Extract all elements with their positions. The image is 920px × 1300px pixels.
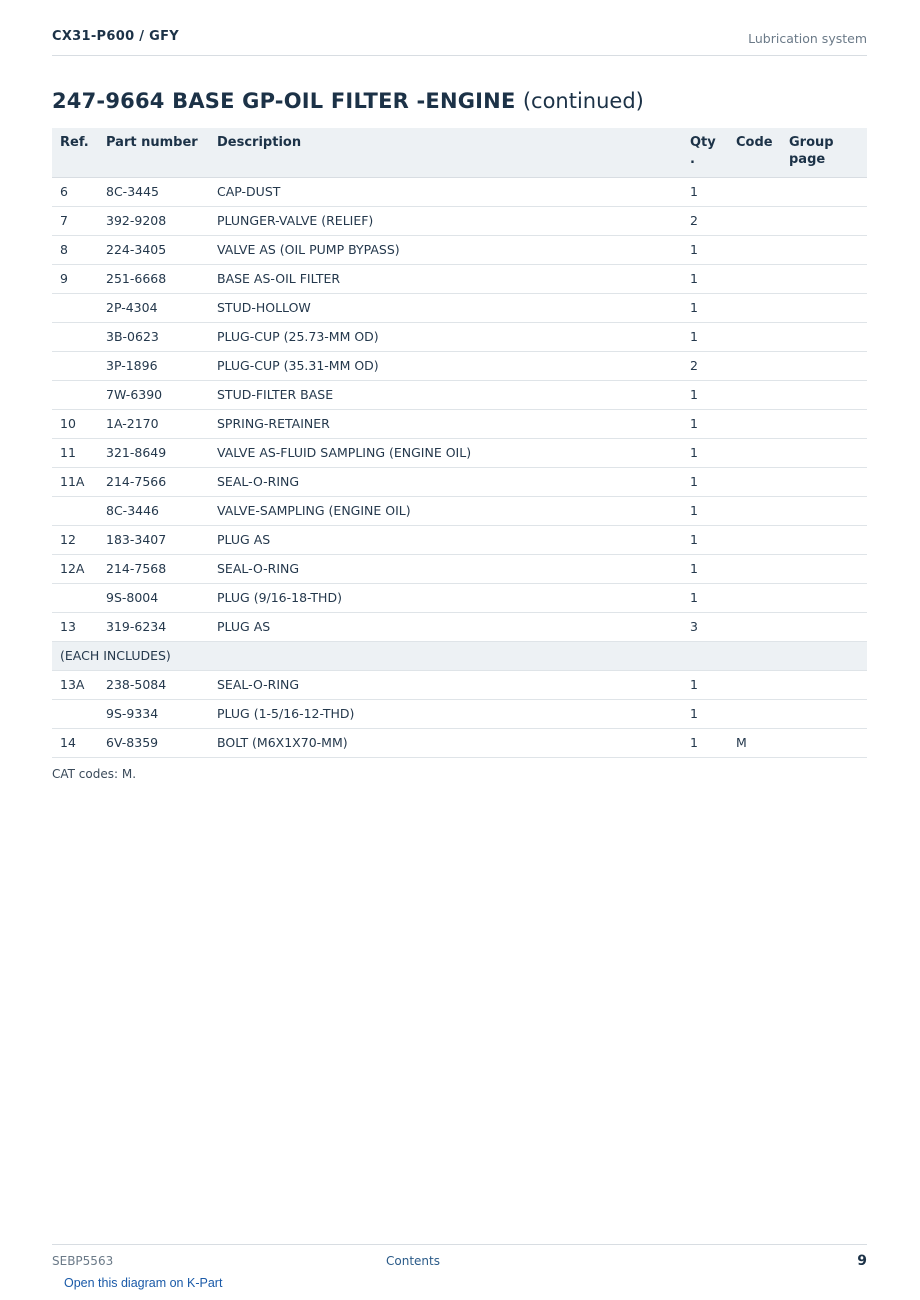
cell-code bbox=[728, 699, 781, 728]
cell-code bbox=[728, 525, 781, 554]
column-header-ref: Ref. bbox=[52, 128, 98, 177]
cell-group-page bbox=[781, 351, 867, 380]
cell-code bbox=[728, 351, 781, 380]
cell-qty: 1 bbox=[682, 467, 728, 496]
table-row bbox=[52, 496, 867, 525]
cell-description: BOLT (M6X1X70-MM) bbox=[209, 728, 682, 757]
table-row bbox=[52, 177, 867, 206]
cell-description: BASE AS-OIL FILTER bbox=[209, 264, 682, 293]
cell-ref bbox=[52, 322, 98, 351]
cell-description: CAP-DUST bbox=[209, 177, 682, 206]
cell-description: PLUG (9/16-18-THD) bbox=[209, 583, 682, 612]
cell-part-number: 6V-8359 bbox=[98, 728, 209, 757]
cell-code bbox=[728, 409, 781, 438]
cell-qty: 2 bbox=[682, 351, 728, 380]
contents-link[interactable]: Contents bbox=[386, 1254, 440, 1268]
model-identifier: CX31-P600 / GFY bbox=[52, 29, 179, 44]
cell-group-page bbox=[781, 583, 867, 612]
cell-qty: 1 bbox=[682, 177, 728, 206]
cell-ref: 12 bbox=[52, 525, 98, 554]
title-main: 247-9664 BASE GP-OIL FILTER -ENGINE bbox=[52, 89, 516, 113]
cell-group-page bbox=[781, 177, 867, 206]
table-note-row bbox=[52, 641, 867, 670]
cell-group-page bbox=[781, 554, 867, 583]
column-header-code: Code bbox=[728, 128, 781, 177]
cell-group-page bbox=[781, 438, 867, 467]
cell-ref: 12A bbox=[52, 554, 98, 583]
cell-part-number: 321-8649 bbox=[98, 438, 209, 467]
table-row bbox=[52, 583, 867, 612]
document-id: SEBP5563 bbox=[52, 1254, 114, 1268]
table-row bbox=[52, 728, 867, 757]
cell-group-page bbox=[781, 670, 867, 699]
table-row bbox=[52, 351, 867, 380]
cell-description: PLUG-CUP (25.73-MM OD) bbox=[209, 322, 682, 351]
cell-code bbox=[728, 467, 781, 496]
table-row bbox=[52, 467, 867, 496]
column-header-part-number: Part number bbox=[98, 128, 209, 177]
cell-part-number: 1A-2170 bbox=[98, 409, 209, 438]
cell-description: PLUG-CUP (35.31-MM OD) bbox=[209, 351, 682, 380]
table-row bbox=[52, 612, 867, 641]
cell-description: PLUG AS bbox=[209, 525, 682, 554]
cell-code bbox=[728, 235, 781, 264]
cell-group-page bbox=[781, 293, 867, 322]
cell-part-number: 214-7566 bbox=[98, 467, 209, 496]
table-row bbox=[52, 525, 867, 554]
cell-qty: 1 bbox=[682, 554, 728, 583]
cell-code bbox=[728, 612, 781, 641]
cell-part-number: 2P-4304 bbox=[98, 293, 209, 322]
cell-description: SEAL-O-RING bbox=[209, 554, 682, 583]
cell-code bbox=[728, 670, 781, 699]
cell-group-page bbox=[781, 235, 867, 264]
cell-description: STUD-FILTER BASE bbox=[209, 380, 682, 409]
cell-ref bbox=[52, 351, 98, 380]
cell-qty: 1 bbox=[682, 409, 728, 438]
cell-qty: 1 bbox=[682, 264, 728, 293]
table-row bbox=[52, 293, 867, 322]
cell-group-page bbox=[781, 728, 867, 757]
cell-group-page bbox=[781, 496, 867, 525]
cell-code bbox=[728, 206, 781, 235]
cell-code bbox=[728, 264, 781, 293]
cat-codes-note: CAT codes: M. bbox=[52, 767, 137, 781]
cell-ref bbox=[52, 293, 98, 322]
table-row bbox=[52, 206, 867, 235]
section-name: Lubrication system bbox=[748, 31, 867, 46]
parts-table-body bbox=[52, 177, 867, 757]
cell-part-number: 9S-9334 bbox=[98, 699, 209, 728]
cell-part-number: 9S-8004 bbox=[98, 583, 209, 612]
cell-group-page bbox=[781, 206, 867, 235]
cell-qty: 1 bbox=[682, 699, 728, 728]
cell-part-number: 8C-3446 bbox=[98, 496, 209, 525]
cell-ref: 8 bbox=[52, 235, 98, 264]
cell-group-page bbox=[781, 467, 867, 496]
cell-group-page bbox=[781, 612, 867, 641]
column-header-group-page: Group page bbox=[781, 128, 867, 177]
cell-ref bbox=[52, 380, 98, 409]
page-title bbox=[52, 89, 644, 113]
cell-description: PLUNGER-VALVE (RELIEF) bbox=[209, 206, 682, 235]
cell-ref: 6 bbox=[52, 177, 98, 206]
table-row bbox=[52, 699, 867, 728]
table-row bbox=[52, 322, 867, 351]
table-row bbox=[52, 554, 867, 583]
table-row bbox=[52, 235, 867, 264]
cell-ref bbox=[52, 496, 98, 525]
cell-group-page bbox=[781, 699, 867, 728]
cell-code bbox=[728, 177, 781, 206]
table-row bbox=[52, 438, 867, 467]
cell-ref: 13A bbox=[52, 670, 98, 699]
cell-code: M bbox=[728, 728, 781, 757]
cell-ref: 7 bbox=[52, 206, 98, 235]
cell-qty: 1 bbox=[682, 525, 728, 554]
cell-code bbox=[728, 322, 781, 351]
cell-part-number: 8C-3445 bbox=[98, 177, 209, 206]
cell-qty: 1 bbox=[682, 322, 728, 351]
cell-code bbox=[728, 554, 781, 583]
page-footer bbox=[52, 1244, 867, 1274]
cell-ref: 13 bbox=[52, 612, 98, 641]
table-row bbox=[52, 670, 867, 699]
cell-code bbox=[728, 438, 781, 467]
cell-part-number: 3P-1896 bbox=[98, 351, 209, 380]
kpart-link[interactable]: Open this diagram on K-Part bbox=[64, 1276, 223, 1290]
cell-qty: 1 bbox=[682, 728, 728, 757]
cell-qty: 1 bbox=[682, 670, 728, 699]
page-number: 9 bbox=[857, 1253, 867, 1269]
cell-ref: 10 bbox=[52, 409, 98, 438]
cell-ref bbox=[52, 699, 98, 728]
cell-group-page bbox=[781, 264, 867, 293]
cell-qty: 1 bbox=[682, 380, 728, 409]
page-header bbox=[52, 28, 867, 56]
cell-description: SEAL-O-RING bbox=[209, 670, 682, 699]
cell-qty: 3 bbox=[682, 612, 728, 641]
cell-part-number: 251-6668 bbox=[98, 264, 209, 293]
cell-description: STUD-HOLLOW bbox=[209, 293, 682, 322]
cell-description: PLUG (1-5/16-12-THD) bbox=[209, 699, 682, 728]
cell-note: (EACH INCLUDES) bbox=[52, 641, 867, 670]
cell-part-number: 183-3407 bbox=[98, 525, 209, 554]
cell-qty: 2 bbox=[682, 206, 728, 235]
cell-qty: 1 bbox=[682, 583, 728, 612]
cell-ref: 9 bbox=[52, 264, 98, 293]
cell-part-number: 392-9208 bbox=[98, 206, 209, 235]
cell-part-number: 319-6234 bbox=[98, 612, 209, 641]
cell-group-page bbox=[781, 322, 867, 351]
cell-part-number: 214-7568 bbox=[98, 554, 209, 583]
cell-qty: 1 bbox=[682, 293, 728, 322]
table-header-row bbox=[52, 128, 867, 177]
cell-code bbox=[728, 583, 781, 612]
cell-description: VALVE AS (OIL PUMP BYPASS) bbox=[209, 235, 682, 264]
table-row bbox=[52, 264, 867, 293]
cell-ref: 11 bbox=[52, 438, 98, 467]
cell-qty: 1 bbox=[682, 235, 728, 264]
cell-ref: 14 bbox=[52, 728, 98, 757]
cell-ref bbox=[52, 583, 98, 612]
cell-group-page bbox=[781, 525, 867, 554]
table-row bbox=[52, 409, 867, 438]
table-row bbox=[52, 380, 867, 409]
cell-group-page bbox=[781, 380, 867, 409]
parts-table bbox=[52, 128, 867, 758]
cell-ref: 11A bbox=[52, 467, 98, 496]
cell-description: VALVE AS-FLUID SAMPLING (ENGINE OIL) bbox=[209, 438, 682, 467]
cell-code bbox=[728, 496, 781, 525]
cell-part-number: 238-5084 bbox=[98, 670, 209, 699]
title-suffix: (continued) bbox=[522, 89, 644, 113]
cell-code bbox=[728, 380, 781, 409]
cell-qty: 1 bbox=[682, 496, 728, 525]
cell-part-number: 224-3405 bbox=[98, 235, 209, 264]
cell-qty: 1 bbox=[682, 438, 728, 467]
cell-description: SEAL-O-RING bbox=[209, 467, 682, 496]
cell-part-number: 3B-0623 bbox=[98, 322, 209, 351]
column-header-qty: Qty . bbox=[682, 128, 728, 177]
cell-group-page bbox=[781, 409, 867, 438]
cell-code bbox=[728, 293, 781, 322]
cell-description: SPRING-RETAINER bbox=[209, 409, 682, 438]
cell-description: PLUG AS bbox=[209, 612, 682, 641]
cell-description: VALVE-SAMPLING (ENGINE OIL) bbox=[209, 496, 682, 525]
cell-part-number: 7W-6390 bbox=[98, 380, 209, 409]
column-header-description: Description bbox=[209, 128, 682, 177]
